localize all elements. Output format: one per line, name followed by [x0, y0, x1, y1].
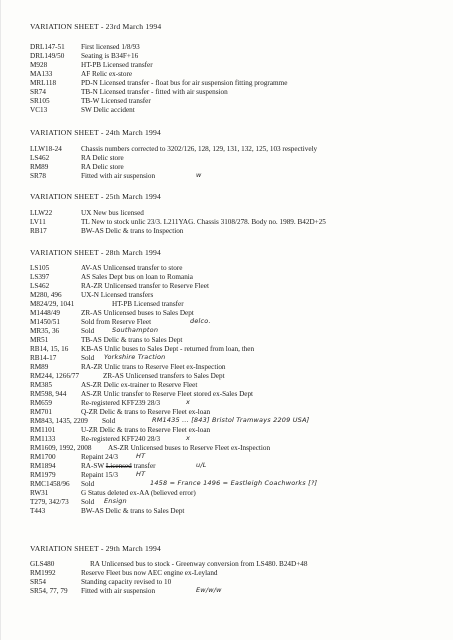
fleet-code: RM701 [30, 408, 52, 416]
fleet-code: LS462 [30, 282, 50, 290]
entry-description: Re-registered KFF239 28/3 [81, 399, 161, 407]
entry-description: AS-ZR Unlic transfer to Reserve Fleet stored ex-Sales Dept [81, 390, 254, 398]
entry-description: UX-N Licensed transfers [81, 291, 154, 299]
fleet-code: LLW22 [30, 209, 53, 217]
entry-description: Repaint 15/3 [81, 471, 118, 479]
entry-row [0, 209, 453, 218]
entry-description [81, 462, 156, 470]
entry-row [0, 282, 453, 291]
entry-row [0, 154, 453, 163]
handwritten-note: RM1435 ... [843] Bristol Tramways 2209 USA] [152, 416, 310, 424]
handwritten-note: HT [136, 452, 146, 460]
entry-row-struck [0, 489, 453, 498]
fleet-code: VC13 [30, 106, 48, 114]
entry-row [0, 426, 453, 435]
handwritten-note: Southampton [112, 326, 159, 334]
sheet-title: VARIATION SHEET - 28th March 1994 [30, 248, 161, 257]
handwritten-note: Yorkshire Traction [104, 353, 166, 361]
entry-row [0, 569, 453, 578]
transfer-type: RA-SW [81, 462, 105, 470]
entry-description: UX New bus licensed [81, 209, 144, 217]
entry-row [0, 227, 453, 236]
entry-row [0, 52, 453, 61]
entry-description: Q-ZR Delic & trans to Reserve Fleet ex-loan [81, 408, 211, 416]
entry-description: Chassis numbers corrected to 3202/126, 128, 129, 131, 132, 125, 103 respectively [81, 145, 318, 153]
entry-description: HT-PB Licensed transfer [112, 300, 184, 308]
entry-row [0, 318, 453, 327]
entry-description: SW Delic accident [81, 106, 135, 114]
entry-row [0, 309, 453, 318]
entry-description: Sold [81, 498, 95, 506]
sheet-title: VARIATION SHEET - 24th March 1994 [30, 128, 161, 137]
handwritten-note: 1458 = France 1496 = Eastleigh Coachworks [?] [150, 479, 318, 487]
fleet-code: RM1101 [30, 426, 56, 434]
entry-row [0, 390, 453, 399]
fleet-code: RM244, 1266/77 [30, 372, 80, 380]
entry-row [0, 560, 453, 569]
entry-row [0, 462, 453, 471]
handwritten-note: HT [136, 470, 146, 478]
entry-description: RA Delic store [81, 154, 124, 162]
entry-row [0, 578, 453, 587]
entry-row [0, 444, 453, 453]
fleet-code: RW31 [30, 489, 49, 497]
fleet-code: SR105 [30, 97, 50, 105]
entry-row [0, 507, 453, 516]
fleet-code: RM385 [30, 381, 52, 389]
entry-description: AS-ZR Delic ex-trainer to Reserve Fleet [81, 381, 198, 389]
entry-row [0, 97, 453, 106]
fleet-code: M280, 496 [30, 291, 62, 299]
fleet-code: MA133 [30, 70, 53, 78]
entry-description: Repaint 24/3 [81, 453, 118, 461]
entry-description: RA Unlicensed bus to stock - Greenway conversion from LS480. B24D+48 [90, 560, 308, 568]
entry-description: First licensed 1/8/93 [81, 43, 140, 51]
entry-description: RA-ZR Unlic trans to Reserve Fleet ex-Inspection [81, 363, 226, 371]
entry-row [0, 453, 453, 462]
entry-row [0, 218, 453, 227]
entry-description: Sold [81, 354, 95, 362]
fleet-code: RM659 [30, 399, 52, 407]
handwritten-note: Ensign [104, 497, 127, 505]
entry-description: U-ZR Delic & trans to Reserve Fleet ex-loan [81, 426, 211, 434]
fleet-code: RM1992 [30, 569, 56, 577]
fleet-code: LV11 [30, 218, 46, 226]
struck-word: Licensed [105, 462, 132, 470]
fleet-code: RB14, 15, 16 [30, 345, 69, 353]
entry-description: G Status deleted ex-AA (believed error) [81, 489, 196, 497]
entry-description: ZR-AS Unlicensed transfers to Sales Dept [103, 372, 225, 380]
entry-description: AS Sales Dept bus on loan to Romania [81, 273, 193, 281]
handwritten-note: u/L [196, 461, 207, 469]
entry-row [0, 163, 453, 172]
entry-description: Sold [102, 417, 116, 425]
entry-description: Standing capacity revised to 10 [81, 578, 172, 586]
entry-description: HT-PB Licensed transfer [81, 61, 153, 69]
entry-row [0, 372, 453, 381]
entry-description: Fitted with air suspension [81, 587, 156, 595]
fleet-code: RM1609, 1992, 2008 [30, 444, 92, 452]
entry-row [0, 88, 453, 97]
fleet-code: RM1979 [30, 471, 56, 479]
entry-row [0, 43, 453, 52]
fleet-code: LS397 [30, 273, 50, 281]
entry-row [0, 381, 453, 390]
fleet-code: MR35, 36 [30, 327, 60, 335]
entry-row [0, 399, 453, 408]
entry-description: TB-W Licensed transfer [81, 97, 151, 105]
entry-row [0, 106, 453, 115]
fleet-code: SR54, 77, 79 [30, 587, 68, 595]
fleet-code: RM1133 [30, 435, 56, 443]
entry-description: BW-AS Delic & trans to Inspection [81, 227, 184, 235]
fleet-code: DRL147-51 [30, 43, 65, 51]
fleet-code: GLS480 [30, 560, 55, 568]
entry-row [0, 363, 453, 372]
entry-description: KB-AS Unlic buses to Sales Dept - returned from loan, then [81, 345, 255, 353]
entry-row [0, 587, 453, 596]
fleet-code: T279, 342/73 [30, 498, 69, 506]
fleet-code: LLW18-24 [30, 145, 62, 153]
fleet-code: T443 [30, 507, 46, 515]
entry-description: TB-AS Delic & trans to Sales Dept [81, 336, 183, 344]
entry-row [0, 61, 453, 70]
fleet-code: RM89 [30, 363, 49, 371]
entry-description: Seating is B34F+16 [81, 52, 139, 60]
sheet-title: VARIATION SHEET - 23rd March 1994 [30, 22, 162, 31]
fleet-code: M1450/51 [30, 318, 60, 326]
entry-description: RA-ZR Unlicensed transfer to Reserve Fleet [81, 282, 209, 290]
handwritten-note: Ew/w/w [196, 586, 222, 594]
fleet-code: RB17 [30, 227, 47, 235]
entry-row [0, 417, 453, 426]
fleet-code: M928 [30, 61, 48, 69]
entry-description: AF Relic ex-store [81, 70, 133, 78]
sheet-title: VARIATION SHEET - 25th March 1994 [30, 192, 161, 201]
entry-row [0, 480, 453, 489]
entry-row [0, 273, 453, 282]
fleet-code: RB14-17 [30, 354, 57, 362]
fleet-code: LS462 [30, 154, 50, 162]
fleet-code: LS105 [30, 264, 50, 272]
entry-row [0, 264, 453, 273]
fleet-code: RM1700 [30, 453, 56, 461]
fleet-code: M824/29, 1041 [30, 300, 75, 308]
entry-row [0, 291, 453, 300]
fleet-code: SR78 [30, 172, 46, 180]
entry-description: PD-N Licensed transfer - float bus for air suspension fitting programme [81, 79, 288, 87]
entry-row [0, 498, 453, 507]
entry-description: Reserve Fleet bus now AEC engine ex-Leyland [81, 569, 218, 577]
fleet-code: SR54 [30, 578, 46, 586]
entry-description: RA Delic store [81, 163, 124, 171]
fleet-code: RMC1458/96 [30, 480, 70, 488]
fleet-code: RM1894 [30, 462, 56, 470]
entry-description: AV-AS Unlicensed transfer to store [81, 264, 183, 272]
handwritten-note: x [186, 434, 191, 442]
entry-row [0, 354, 453, 363]
entry-row [0, 70, 453, 79]
entry-description: Sold from Reserve Fleet [81, 318, 152, 326]
entry-description: Sold [81, 327, 95, 335]
entry-description: Re-registered KFF240 28/3 [81, 435, 161, 443]
entry-row [0, 172, 453, 181]
entry-row [0, 300, 453, 309]
entry-description: TL New to stock unlic 23/3. L211YAG. Chassis 3108/278. Body no. 1989. B42D+25 [81, 218, 326, 226]
handwritten-note: x [186, 398, 191, 406]
entry-description: TB-N Licensed transfer - fitted with air suspension [81, 88, 228, 96]
entry-description: BW-AS Delic & trans to Sales Dept [81, 507, 185, 515]
fleet-code: RM89 [30, 163, 49, 171]
fleet-code: M1448/49 [30, 309, 60, 317]
entry-row [0, 435, 453, 444]
entry-row [0, 145, 453, 154]
entry-description: Sold [81, 480, 95, 488]
entry-description: ZR-AS Unlicensed buses to Sales Dept [81, 309, 194, 317]
handwritten-note: delco. [190, 317, 211, 325]
fleet-code: MR51 [30, 336, 49, 344]
handwritten-note: w [196, 171, 202, 179]
fleet-code: DRL149/50 [30, 52, 65, 60]
fleet-code: RM843, 1435, 2209 [30, 417, 88, 425]
sheet-title: VARIATION SHEET - 29th March 1994 [30, 544, 161, 553]
entry-description: AS-ZR Unlicensed buses to Reserve Fleet ex-Inspection [108, 444, 271, 452]
entry-row [0, 336, 453, 345]
fleet-code: MRL118 [30, 79, 57, 87]
entry-description: Fitted with air suspension [81, 172, 156, 180]
fleet-code: RM598, 944 [30, 390, 67, 398]
entry-row [0, 345, 453, 354]
fleet-code: SR74 [30, 88, 46, 96]
transfer-word: transfer [133, 462, 156, 470]
entry-row [0, 327, 453, 336]
entry-row [0, 79, 453, 88]
